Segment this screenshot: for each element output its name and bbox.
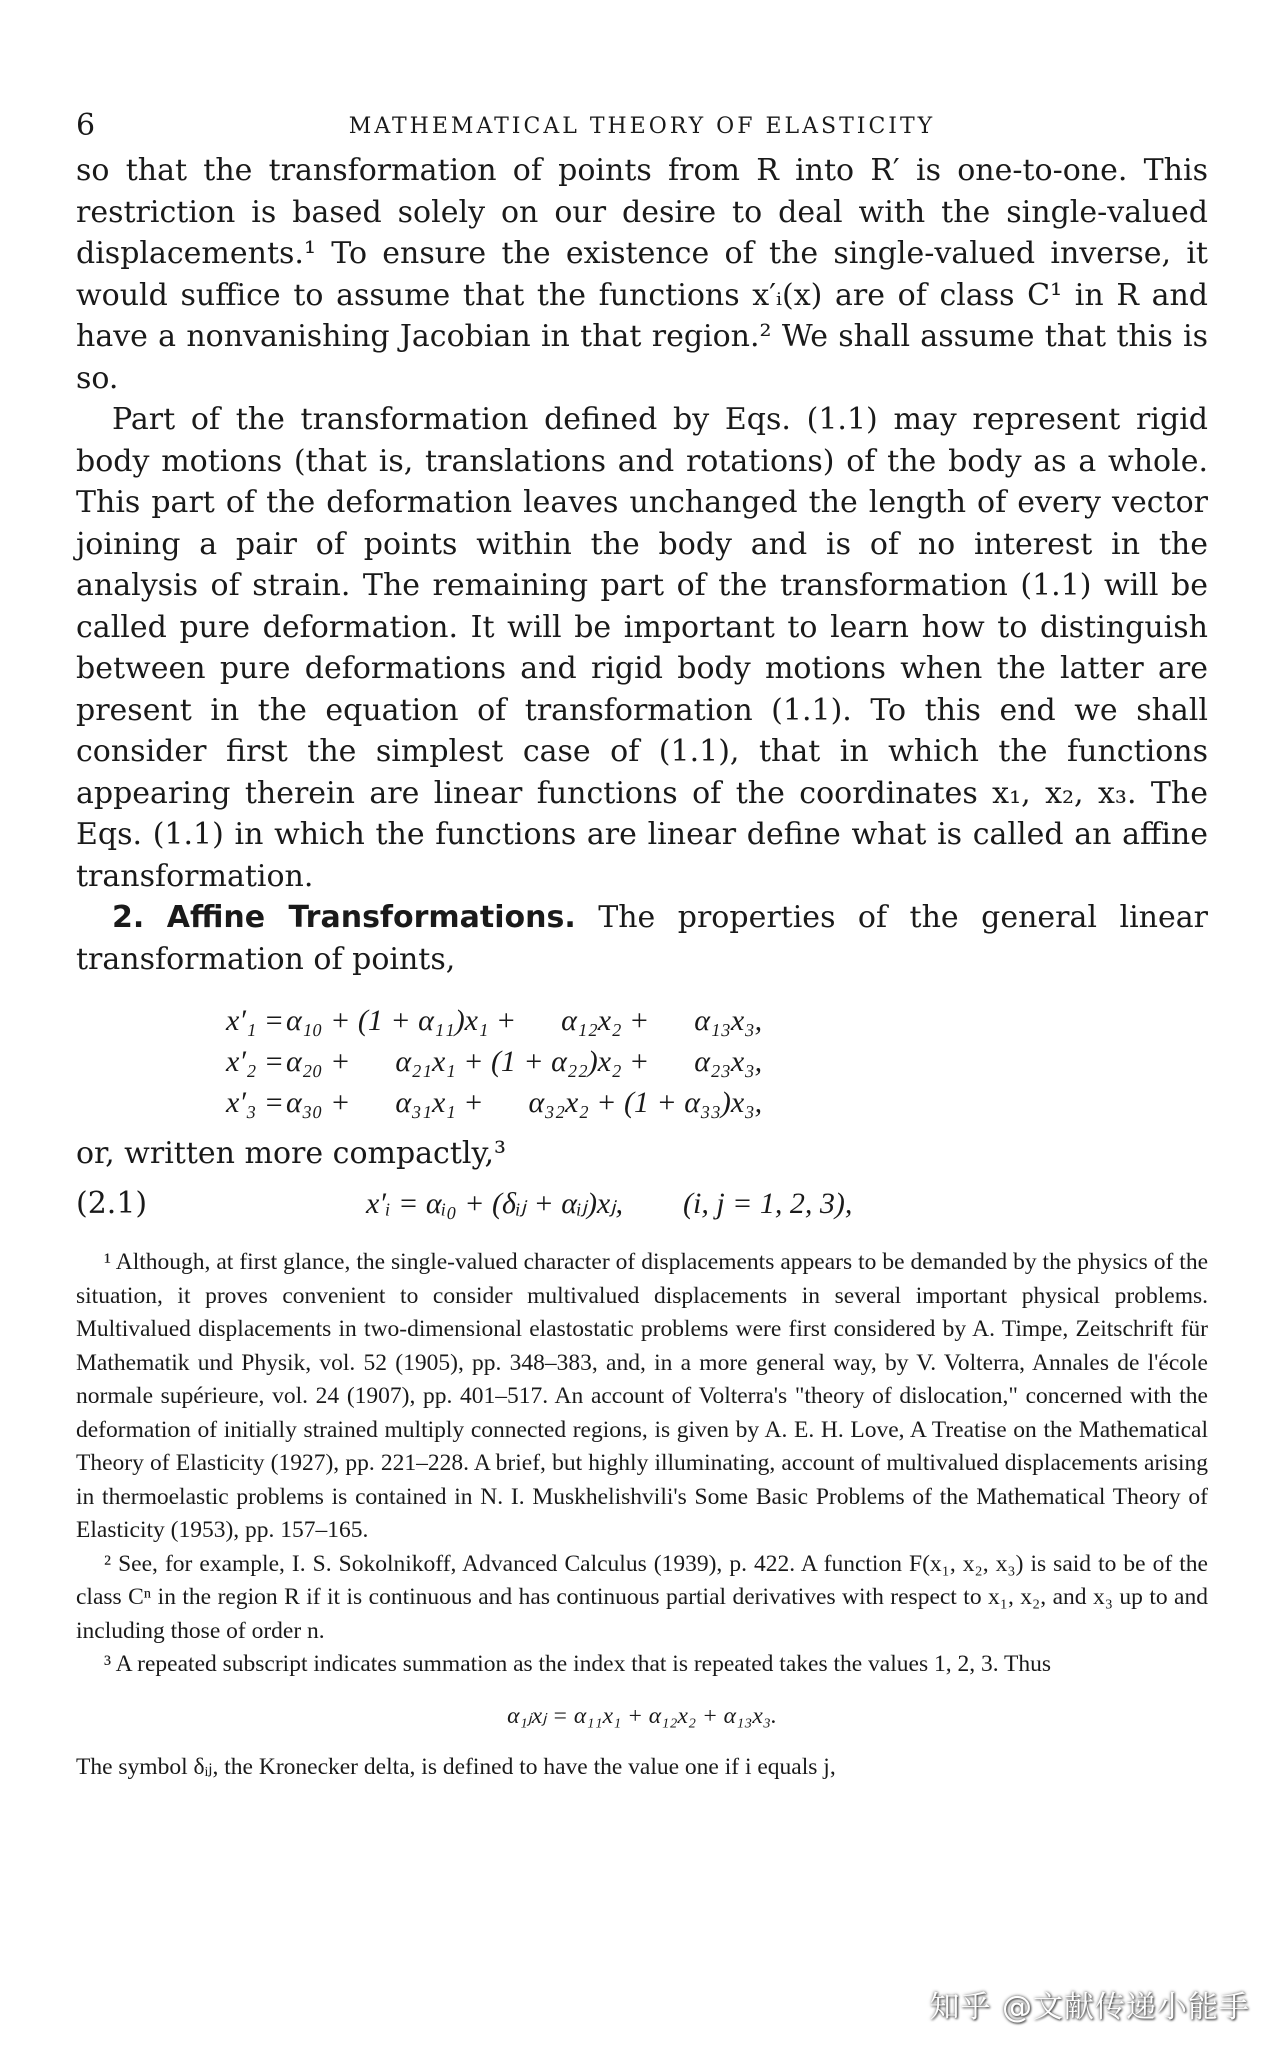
footnote-1: ¹ Although, at first glance, the single-valued character of displacements appears to be demanded by the physics of the situation, it proves convenient to consider multivalued displacements in several important physical problems. Multivalued displacements in two-dimensional elastostatic problems were first considered by A. Timpe, Zeitschrift für Mathematik und Physik, vol. 52 (1905), pp. 348–383, and, in a more general way, by V. Volterra, Annales de l'école normale supérieure, vol. 24 (1907), pp. 401–517. An account of Volterra's "theory of dislocation," concerned with the deformation of initially strained multiply connected regions, is given by A. E. H. Love, A Treatise on the Mathematical Theory of Elasticity (1927), pp. 221–228. A brief, but highly illuminating, account of multivalued displacements arising in thermoelastic problems is contained in N. I. Muskhelishvili's Some Basic Problems of the Mathematical Theory of Elasticity (1953), pp. 157–165. [76, 1249, 1208, 1543]
equation-row [76, 1041, 1208, 1082]
equation-lhs: x′₂ = [226, 1045, 285, 1078]
paragraph-2: Part of the transformation defined by Eqs. (1.1) may represent rigid body motions (that is, translations and rotations) of the body as a whole. This part of the deformation leaves unchanged the length of every vector joining a pair of points within the body and is of no interest in the analysis of strain. The remaining part of the transformation (1.1) will be called pure deformation. It will be important to learn how to distinguish between pure deformations and rigid body motions when the latter are present in the equation of transformation (1.1). To this end we shall consider first the simplest case of (1.1), that in which the functions appearing therein are linear functions of the coordinates x₁, x₂, x₃. The Eqs. (1.1) in which the functions are linear define what is called an affine transformation. [76, 402, 1208, 894]
equation-row [76, 1082, 1208, 1123]
page [76, 100, 1208, 1785]
section-number: 2. [112, 900, 145, 935]
compact-text: or, written more compactly,³ [76, 1136, 507, 1171]
equation-lhs: x′₁ = [226, 1004, 285, 1037]
equation-lhs: x′₃ = [226, 1086, 285, 1119]
section-text: The properties of the general linear transformation of points, [76, 900, 1208, 977]
equation-rhs: α₂₀ + α₂₁x₁ + (1 + α₂₂)x₂ + α₂₃x₃, [286, 1045, 763, 1078]
page-header [76, 100, 1208, 150]
footnotes [76, 1246, 1208, 1785]
equation-rhs: α₁₀ + (1 + α₁₁)x₁ + α₁₂x₂ + α₁₃x₃, [286, 1004, 763, 1037]
watermark: 知乎 @文献传递小能手 [929, 1990, 1250, 2025]
equation-rhs: α₃₀ + α₃₁x₁ + α₃₂x₂ + (1 + α₃₃)x₃, [286, 1086, 763, 1119]
page-number: 6 [76, 108, 96, 143]
equation-row [76, 1000, 1208, 1041]
equation-2-1 [76, 1183, 1208, 1225]
linear-transformation-equations [76, 1000, 1208, 1123]
footnote-2: ² See, for example, I. S. Sokolnikoff, Advanced Calculus (1939), p. 422. A function F(x₁, x₂, x₃) is said to be of the class Cⁿ in the region R if it is continuous and has continuous partial derivatives with respect to x₁, x₂, and x₃ up to and including those of order n. [76, 1550, 1208, 1644]
equation-body: x′ᵢ = αᵢ₀ + (δᵢⱼ + αᵢⱼ)xⱼ, (i, j = 1, 2, 3), [366, 1186, 853, 1220]
section-2-paragraph [76, 897, 1208, 980]
equation-number: (2.1) [76, 1185, 148, 1221]
running-head: MATHEMATICAL THEORY OF ELASTICITY [348, 114, 936, 139]
footnote-3: ³ A repeated subscript indicates summation as the index that is repeated takes the values 1, 2, 3. Thus [104, 1651, 1052, 1677]
footnote-equation: α₁ⱼxⱼ = α₁₁x₁ + α₁₂x₂ + α₁₃x₃. [507, 1702, 777, 1729]
main-text [76, 150, 1208, 1224]
footnote-last-line: The symbol δᵢⱼ, the Kronecker delta, is defined to have the value one if i equals j, [76, 1754, 836, 1780]
section-title: Affine Transformations. [166, 900, 576, 935]
paragraph-1: so that the transformation of points from R into R′ is one-to-one. This restriction is based solely on our desire to deal with the single-valued displacements.¹ To ensure the existence of the single-valued inverse, it would suffice to assume that the functions x′ᵢ(x) are of class C¹ in R and have a nonvanishing Jacobian in that region.² We shall assume that this is so. [76, 153, 1208, 396]
